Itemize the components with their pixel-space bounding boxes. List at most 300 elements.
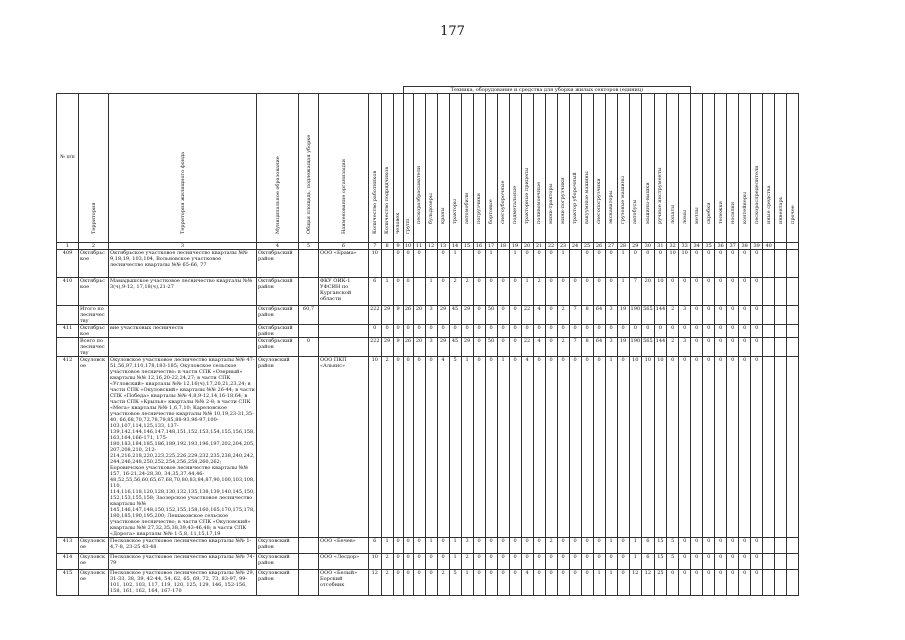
row-value: 0	[485, 357, 497, 538]
row-value: 0	[403, 554, 413, 570]
row-value: 2	[381, 554, 393, 570]
row-value	[787, 325, 799, 338]
column-number: 26	[593, 243, 605, 250]
col-header-contractors: Количество подрядчиков	[381, 94, 393, 243]
row-number: 412	[57, 357, 79, 538]
row-value: 0	[642, 250, 655, 278]
row-value: 0	[679, 570, 691, 596]
column-header-row	[57, 94, 811, 243]
row-value: 0	[545, 306, 557, 325]
row-value: 0	[679, 554, 691, 570]
row-value: 0	[557, 357, 569, 538]
row-value: 0	[485, 554, 497, 570]
row-value: 0	[739, 357, 751, 538]
row-value: 1	[449, 250, 461, 278]
column-number: 36	[715, 243, 727, 250]
row-value: 4	[521, 570, 533, 596]
row-value: 0	[393, 554, 403, 570]
row-value: 0	[667, 357, 679, 538]
row-value: 0	[727, 306, 739, 325]
column-number: 6	[319, 243, 369, 250]
column-number: 2	[79, 243, 109, 250]
row-value: 4	[533, 306, 545, 325]
row-area: 0	[299, 338, 319, 357]
col-header-equipment: метлы	[691, 94, 703, 243]
row-value: 0	[605, 250, 617, 278]
row-value: 1	[629, 538, 642, 554]
row-municipal-entity: Октябрьский район	[257, 306, 299, 325]
row-value: 0	[393, 250, 403, 278]
row-value: 0	[521, 325, 533, 338]
col-header-equipment: контейнеры	[739, 94, 751, 243]
column-number: 35	[703, 243, 715, 250]
col-header-equipment: бортовые	[485, 94, 497, 243]
col-header-equipment: иные средства	[763, 94, 775, 243]
row-number: 415	[57, 570, 79, 596]
row-value: 0	[629, 250, 642, 278]
row-value: 0	[381, 325, 393, 338]
row-value: 12	[629, 570, 642, 596]
row-value: 0	[425, 357, 437, 538]
row-value: 0	[691, 570, 703, 596]
row-value: 1	[461, 357, 473, 538]
row-value: 10	[369, 250, 382, 278]
col-header-equipment: бульдозеры	[425, 94, 437, 243]
row-value: 190	[629, 306, 642, 325]
row-value: 0	[473, 554, 485, 570]
row-organization	[319, 325, 369, 338]
row-value: 0	[715, 338, 727, 357]
row-value: 0	[473, 306, 485, 325]
row-value: 0	[739, 554, 751, 570]
row-value: 0	[617, 538, 629, 554]
row-value: 0	[509, 554, 521, 570]
row-value: 2	[545, 538, 557, 554]
col-header-equipment: трактор уборочный	[569, 94, 581, 243]
row-value: 0	[691, 325, 703, 338]
row-value: 0	[679, 325, 691, 338]
row-boundaries: Песковское участковое лесничество кварталы №№ 29, 31-33, 38, 39, 42-44, 54, 62, 65, 69, 72, 73, 83-97, 99-101, 102, 103, 117, 119, 120, 125, 129, 146, 152-156, 158, 161, 162, 164, 167-170	[109, 570, 257, 596]
column-number: 12	[425, 243, 437, 250]
column-number: 29	[629, 243, 642, 250]
row-value: 15	[654, 538, 667, 554]
row-value: 0	[461, 325, 473, 338]
row-district: Всего по лесничеству	[79, 338, 109, 357]
column-number: 19	[509, 243, 521, 250]
row-value	[763, 338, 775, 357]
row-value	[787, 278, 799, 306]
row-value: 0	[751, 570, 763, 596]
column-number: 23	[557, 243, 569, 250]
table-row	[57, 306, 811, 325]
row-value: 0	[703, 357, 715, 538]
row-value: 0	[715, 538, 727, 554]
row-value: 0	[679, 357, 691, 538]
row-value: 0	[545, 278, 557, 306]
column-number: 24	[569, 243, 581, 250]
col-header-equipment: лопаты	[667, 94, 679, 243]
column-number: 28	[617, 243, 629, 250]
row-area	[299, 538, 319, 554]
row-value: 0	[449, 325, 461, 338]
column-number: 22	[545, 243, 557, 250]
row-value	[763, 538, 775, 554]
row-value: 0	[403, 357, 413, 538]
row-value: 0	[617, 554, 629, 570]
row-value: 0	[509, 357, 521, 538]
row-value	[763, 570, 775, 596]
col-header-equipment: инвентарь	[775, 94, 787, 243]
column-number: 7	[369, 243, 382, 250]
row-boundaries: Окуловское участковое лесничество кварталы №№ 47-51,56,97,110,178,183-185; Окуловское сельское участковое лесничество: в части СПК «Озерный» кварталы №№ 12,16,20-22,24,27; в части СПК «Угловский» кварталы №№ 12,16(ч),17,20,21,23,24; в части СПК «Окуловский» кварталы №№ 26-44; в части СПК «Победа» кварталы №№ 4,8,9-12,14,16-18,64; в части СПК «Крылья» кварталы №№ 2-8; в части СПК «Мега» кварталы №№ 1,6,7,10; Кареловское участковое лесничество кварталы №№ 10,19,23-31,35-40, 66,68,70,72,78,79,85,88-93,96-97,100-103,107,114,125,133, 137-139,142,144,146,147,148,151,152,153,154,155,156,158,163,164,166-171, 175-180,183,184,185,186,189,192,193,196,197,202,204,205,207,208,210, 212-214,216,218,220,223,225,226,229,232,235,238,240,242,244,246,248,250,252,254,256,258,260,262; Боровичское участковое лесничество кварталы №№ 157, 16-21,24-28,30, 34,35,37,44,46-48,52,55,56,60,65,67,68,70,80,83,84,87,90,100,103,108,110, 114,116,118,120,128,130,132,135,138,139,140,145,150,152,153,155,158; Заозерское участковое лесничество кварталы №№ 145,146,147,148,150,152,155,158,160,165,170,175,178,180,185,190,195,200; Лешаковское сельское участковое лесничество; в части СПК «Окуловский» кварталы №№ 27,32,35,38,39,43-46,48; в части СПК «Дорога» кварталы №№ 1-5,8, 11,15,17,19	[110, 357, 255, 537]
row-value	[775, 357, 787, 538]
row-value: 0	[557, 554, 569, 570]
row-value: 0	[533, 570, 545, 596]
row-boundaries: Песковское участковое лесничество кварталы №№ 74-79	[109, 554, 257, 570]
row-area	[299, 570, 319, 596]
row-value: 0	[509, 325, 521, 338]
row-value: 0	[545, 325, 557, 338]
row-value: 12	[369, 570, 382, 596]
fire-equipment-table	[56, 86, 811, 596]
row-value: 0	[739, 306, 751, 325]
row-value	[787, 357, 799, 538]
row-value	[763, 554, 775, 570]
row-value: 10	[369, 554, 382, 570]
row-municipal-entity: Окуловский район	[257, 357, 299, 538]
table-row	[57, 357, 811, 538]
row-value: 4	[437, 357, 449, 538]
row-value: 0	[425, 570, 437, 596]
row-value: 0	[413, 325, 425, 338]
row-value: 29	[461, 306, 473, 325]
row-value: 0	[485, 570, 497, 596]
row-value: 5	[449, 357, 461, 538]
column-number: 8	[381, 243, 393, 250]
row-value: 45	[449, 338, 461, 357]
row-value: 2	[667, 306, 679, 325]
row-value: 4	[521, 357, 533, 538]
row-value: 2	[461, 278, 473, 306]
row-number: 410	[57, 278, 79, 306]
row-value: 0	[581, 250, 593, 278]
row-organization: ООО ПКП «Альянс»	[319, 357, 369, 538]
column-number: 38	[739, 243, 751, 250]
col-header-equipment: подметальные	[509, 94, 521, 243]
col-header-workers-groups: групп	[403, 94, 413, 243]
row-value: 0	[509, 570, 521, 596]
equipment-group-header: Техника, оборудование и средства для уборки жилых секторов (единиц)	[403, 87, 691, 94]
row-value: 0	[691, 250, 703, 278]
row-value: 1	[509, 250, 521, 278]
row-value: 0	[581, 357, 593, 538]
row-value: 1	[617, 250, 629, 278]
row-value: 0	[739, 538, 751, 554]
col-header-equipment: вакуумные машины	[581, 94, 593, 243]
row-value: 2	[667, 338, 679, 357]
row-district: Окуловское	[79, 570, 109, 596]
row-value: 8	[581, 306, 593, 325]
row-value: 1	[381, 538, 393, 554]
row-district: Октябрьское	[79, 325, 109, 338]
row-value: 0	[533, 538, 545, 554]
row-value: 0	[703, 325, 715, 338]
row-value: 0	[509, 338, 521, 357]
row-value: 0	[485, 325, 497, 338]
row-value: 5	[449, 570, 461, 596]
row-number: 411	[57, 325, 79, 338]
row-value: 0	[751, 357, 763, 538]
row-number	[57, 306, 79, 325]
row-value: 0	[497, 338, 509, 357]
row-value: 64	[593, 338, 605, 357]
row-value: 0	[437, 538, 449, 554]
row-value: 0	[393, 570, 403, 596]
row-value: 2	[461, 554, 473, 570]
row-value: 0	[629, 325, 642, 338]
row-value: 0	[393, 325, 403, 338]
col-header-equipment: пескоразбрасыватели	[413, 94, 425, 243]
row-area	[299, 357, 319, 538]
col-header-district: Территория	[79, 94, 109, 243]
row-value: 0	[533, 250, 545, 278]
row-value: 0	[521, 554, 533, 570]
row-value: 0	[691, 278, 703, 306]
row-value: 144	[654, 338, 667, 357]
row-value: 0	[497, 306, 509, 325]
row-value	[461, 250, 473, 278]
column-number: 10	[404, 243, 412, 249]
row-value: 0	[715, 250, 727, 278]
row-value: 10	[679, 250, 691, 278]
row-value: 0	[654, 250, 667, 278]
row-value: 0	[703, 338, 715, 357]
col-header-equipment: ручные инструменты	[654, 94, 667, 243]
row-value: 0	[593, 554, 605, 570]
row-value	[569, 250, 581, 278]
column-number: 1	[57, 243, 79, 250]
row-value: 0	[569, 570, 581, 596]
row-boundaries: вне участковых лесничеств	[109, 325, 257, 338]
row-value: 0	[679, 538, 691, 554]
row-value: 0	[485, 538, 497, 554]
col-header-equipment: скребки	[703, 94, 715, 243]
row-value: 0	[617, 357, 629, 538]
row-value: 0	[715, 570, 727, 596]
row-value: 0	[403, 325, 413, 338]
column-number: 17	[485, 243, 497, 250]
row-value: 0	[509, 278, 521, 306]
row-value: 0	[473, 570, 485, 596]
row-value: 0	[739, 325, 751, 338]
col-header-equipment: тракторные прицепы	[521, 94, 533, 243]
row-value: 1	[381, 278, 393, 306]
row-value: 0	[751, 306, 763, 325]
row-value: 1	[629, 554, 642, 570]
row-value: 1	[485, 250, 497, 278]
col-header-equipment: тележки	[715, 94, 727, 243]
row-value	[763, 306, 775, 325]
column-number: 13	[437, 243, 449, 250]
row-value: 0	[413, 250, 425, 278]
row-value: 0	[403, 250, 413, 278]
row-value: 2	[381, 570, 393, 596]
row-value	[775, 338, 787, 357]
row-value: 9	[393, 306, 403, 325]
row-value: 0	[509, 538, 521, 554]
row-value: 0	[393, 357, 403, 538]
row-value	[787, 538, 799, 554]
row-organization: ООО «Белый» Борский отсобник	[319, 570, 369, 596]
row-municipal-entity: Октябрьский район	[257, 338, 299, 357]
row-value: 0	[569, 357, 581, 538]
row-value: 0	[413, 570, 425, 596]
row-value	[763, 278, 775, 306]
row-value: 0	[605, 325, 617, 338]
row-value: 0	[497, 278, 509, 306]
page-number: 177	[440, 24, 465, 39]
row-value: 0	[581, 278, 593, 306]
column-number	[787, 243, 799, 250]
col-header-equipment: снегопогрузчики	[593, 94, 605, 243]
col-header-equipment: прочее	[787, 94, 799, 243]
row-value: 0	[715, 306, 727, 325]
column-number: 33	[679, 243, 691, 250]
row-municipal-entity: Октябрьский район	[257, 278, 299, 306]
row-value: 0	[715, 357, 727, 538]
row-value: 2	[437, 570, 449, 596]
row-boundaries: Октябрьское участковое лесничество кварталы №№ 9,18,19, 103,104, Вольновское участковое лесничество кварталы №№ 65-66, 77	[109, 250, 257, 278]
row-value	[425, 250, 437, 278]
row-value: 0	[691, 357, 703, 538]
col-header-equipment: экскаваторы	[605, 94, 617, 243]
column-number: 18	[497, 243, 509, 250]
row-value: 0	[581, 325, 593, 338]
row-value: 0	[569, 278, 581, 306]
row-area	[299, 278, 319, 306]
row-value: 0	[521, 538, 533, 554]
row-value: 0	[703, 278, 715, 306]
row-value	[787, 338, 799, 357]
table-row	[57, 338, 811, 357]
row-value: 0	[545, 554, 557, 570]
row-value: 25	[654, 570, 667, 596]
row-value: 0	[393, 538, 403, 554]
row-district: Окуловское	[79, 538, 109, 554]
row-value: 0	[605, 554, 617, 570]
row-municipal-entity: Окуловский район	[257, 554, 299, 570]
row-value	[763, 357, 775, 538]
row-value: 0	[521, 250, 533, 278]
row-value: 50	[485, 338, 497, 357]
col-header-no: № п/п	[57, 94, 79, 243]
row-value: 190	[629, 338, 642, 357]
row-value: 0	[533, 554, 545, 570]
row-value: 0	[703, 538, 715, 554]
row-area	[299, 325, 319, 338]
row-value: 0	[715, 325, 727, 338]
row-value: 10	[369, 357, 382, 538]
row-value: 0	[667, 278, 679, 306]
row-value: 1	[593, 570, 605, 596]
row-value: 0	[727, 554, 739, 570]
row-value: 0	[497, 325, 509, 338]
row-value: 0	[667, 570, 679, 596]
row-value: 10	[654, 357, 667, 538]
row-value: 0	[557, 325, 569, 338]
col-header-equipment: поливомоечные	[533, 94, 545, 243]
row-value: 0	[413, 554, 425, 570]
table-row	[57, 538, 811, 554]
row-value: 0	[393, 278, 403, 306]
row-value: 1	[449, 554, 461, 570]
row-value: 0	[473, 338, 485, 357]
row-value: 0	[654, 325, 667, 338]
row-value: 3	[679, 338, 691, 357]
column-number: 40	[763, 243, 775, 250]
row-district: Октябрьское	[79, 278, 109, 306]
row-value: 1	[521, 278, 533, 306]
row-value: 0	[369, 325, 382, 338]
row-value: 0	[509, 306, 521, 325]
column-number: 39	[751, 243, 763, 250]
row-value: 26	[403, 306, 413, 325]
row-value: 0	[691, 306, 703, 325]
row-value: 3	[425, 306, 437, 325]
row-value: 6	[642, 538, 655, 554]
row-value: 0	[593, 538, 605, 554]
column-number: 5	[299, 243, 319, 250]
row-value: 0	[703, 570, 715, 596]
row-value: 0	[679, 278, 691, 306]
row-number: 409	[57, 250, 79, 278]
row-value	[775, 250, 787, 278]
row-value: 1	[461, 570, 473, 596]
row-value: 0	[739, 338, 751, 357]
column-number: 31	[654, 243, 667, 250]
table-row	[57, 325, 811, 338]
row-value: 0	[739, 570, 751, 596]
row-value: 0	[437, 325, 449, 338]
row-number: 413	[57, 538, 79, 554]
row-value: 0	[437, 554, 449, 570]
col-header-equipment: машины-вышки	[642, 94, 655, 243]
row-value: 29	[381, 338, 393, 357]
row-value: 0	[739, 278, 751, 306]
row-value: 7	[629, 278, 642, 306]
row-value	[787, 306, 799, 325]
row-value	[775, 554, 787, 570]
col-header-equipment: погрузчики	[473, 94, 485, 243]
equipment-header-row	[57, 87, 811, 94]
row-organization	[319, 306, 369, 325]
row-value: 0	[617, 570, 629, 596]
row-value: 0	[593, 250, 605, 278]
row-value: 10	[642, 357, 655, 538]
column-number: 30	[642, 243, 655, 250]
row-value: 19	[617, 306, 629, 325]
column-number: 25	[581, 243, 593, 250]
row-district: Итого по лесничеству	[79, 306, 109, 325]
row-boundaries	[109, 306, 257, 325]
row-value: 20	[413, 306, 425, 325]
row-value: 0	[605, 278, 617, 306]
row-value: 29	[437, 338, 449, 357]
table-row	[57, 250, 811, 278]
row-value: 0	[691, 554, 703, 570]
column-number	[775, 243, 787, 250]
row-municipal-entity: Октябрьский район	[257, 325, 299, 338]
